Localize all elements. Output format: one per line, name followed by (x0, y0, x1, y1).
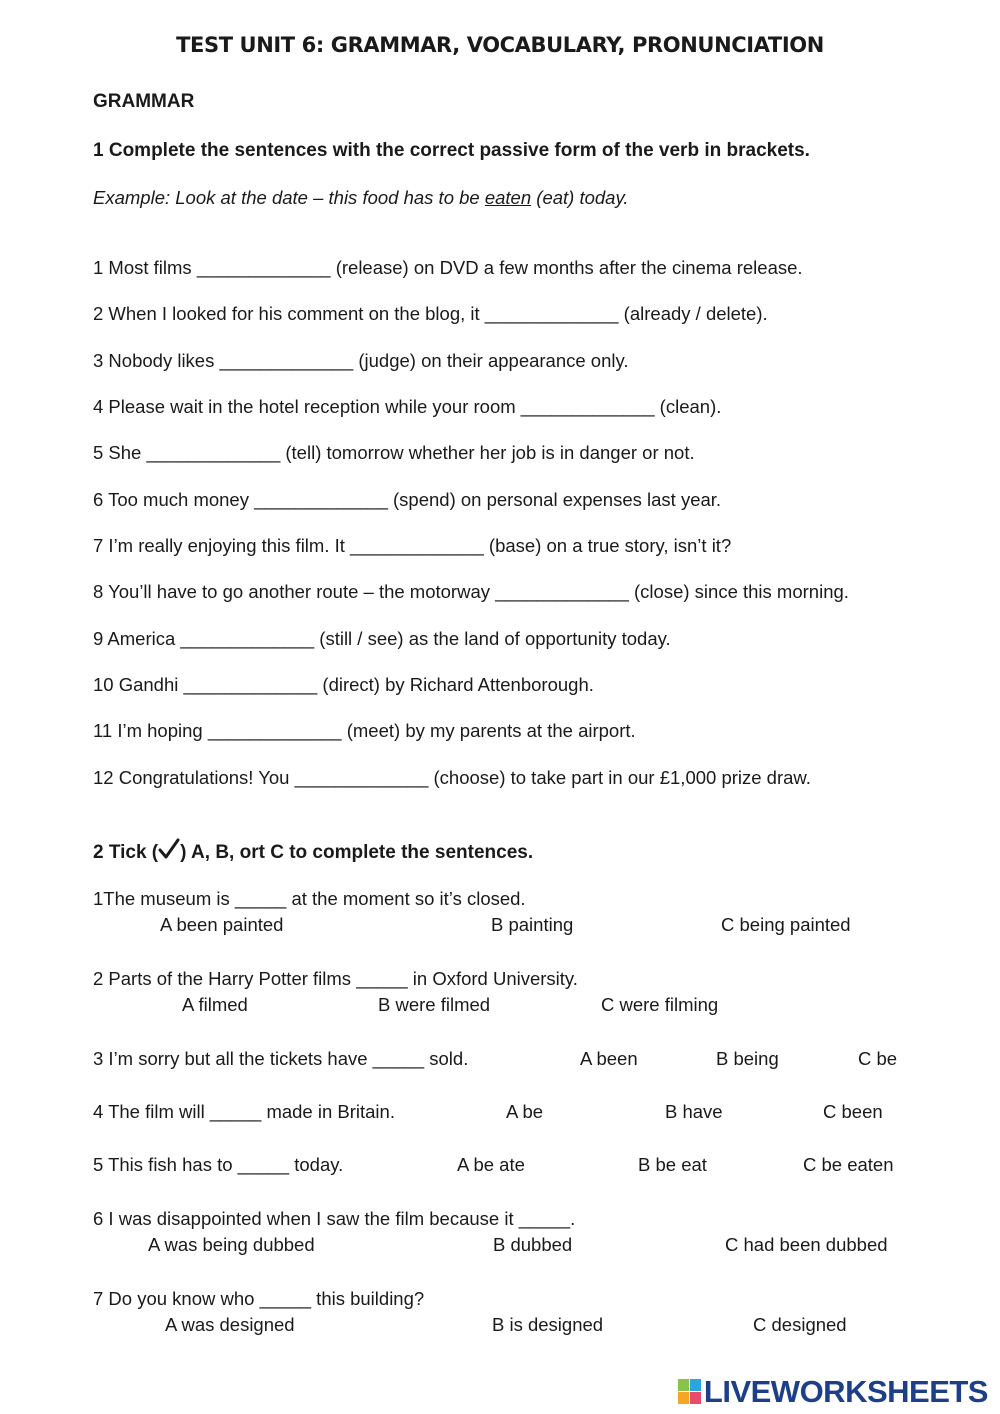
exercise-1-item: 9 America _____________ (still / see) as the land of opportunity today. (93, 628, 671, 649)
exercise-2-instruction (93, 838, 533, 866)
option-a[interactable]: A been painted (160, 914, 284, 935)
instruction-text-before: 2 Tick ( (93, 842, 159, 863)
exercise-1-item: 1 Most films _____________ (release) on DVD a few months after the cinema release. (93, 257, 803, 278)
exercise-2-question: 6 I was disappointed when I saw the film because it _____. (93, 1208, 576, 1229)
exercise-2-question: 3 I’m sorry but all the tickets have _____ sold. (93, 1048, 469, 1069)
logo-square (690, 1392, 701, 1404)
worksheet-title: TEST UNIT 6: GRAMMAR, VOCABULARY, PRONUNCIATION (176, 33, 824, 57)
exercise-1-instruction: 1 Complete the sentences with the correct passive form of the verb in brackets. (93, 140, 810, 161)
option-a[interactable]: A been (580, 1048, 638, 1069)
option-a[interactable]: A be (506, 1101, 544, 1122)
exercise-1-item: 11 I’m hoping _____________ (meet) by my parents at the airport. (93, 720, 636, 741)
option-b[interactable]: B have (665, 1101, 723, 1122)
exercise-1-item: 10 Gandhi _____________ (direct) by Richard Attenborough. (93, 674, 594, 695)
option-a[interactable]: A filmed (182, 994, 248, 1015)
liveworksheets-logo-icon (678, 1379, 702, 1405)
option-a[interactable]: A be ate (457, 1154, 525, 1175)
example-text-before: Example: Look at the date – this food has to be (93, 187, 485, 208)
exercise-1-item: 8 You’ll have to go another route – the motorway _____________ (close) since this morning. (93, 581, 849, 602)
option-b[interactable]: B dubbed (493, 1234, 573, 1255)
option-a[interactable]: A was being dubbed (148, 1234, 315, 1255)
option-c[interactable]: C were filming (601, 994, 719, 1015)
exercise-1-item: 3 Nobody likes _____________ (judge) on their appearance only. (93, 350, 629, 371)
exercise-2-question: 5 This fish has to _____ today. (93, 1154, 344, 1175)
exercise-2-question: 4 The film will _____ made in Britain. (93, 1101, 395, 1122)
exercise-1-item: 4 Please wait in the hotel reception while your room _____________ (clean). (93, 396, 722, 417)
exercise-1-item: 7 I’m really enjoying this film. It _____________ (base) on a true story, isn’t it? (93, 535, 732, 556)
option-c[interactable]: C be eaten (803, 1154, 894, 1175)
checkmark-icon (158, 838, 180, 866)
option-c[interactable]: C had been dubbed (725, 1234, 888, 1255)
option-b[interactable]: B painting (491, 914, 574, 935)
logo-text: LIVEWORKSHEETS (703, 1374, 988, 1409)
exercise-1-item: 2 When I looked for his comment on the blog, it _____________ (already / delete). (93, 303, 768, 324)
option-c[interactable]: C being painted (721, 914, 851, 935)
option-a[interactable]: A was designed (165, 1314, 295, 1335)
exercise-1-item: 12 Congratulations! You _____________ (choose) to take part in our £1,000 prize draw. (93, 767, 811, 788)
option-b[interactable]: B be eat (638, 1154, 707, 1175)
exercise-2-question: 2 Parts of the Harry Potter films _____ in Oxford University. (93, 968, 578, 989)
exercise-1-item: 5 She _____________ (tell) tomorrow whether her job is in danger or not. (93, 442, 695, 463)
logo-square (678, 1392, 689, 1404)
exercise-1-example (93, 187, 628, 209)
option-c[interactable]: C be (858, 1048, 898, 1069)
instruction-text-after: ) A, B, ort C to complete the sentences. (180, 842, 534, 863)
exercise-1-item: 6 Too much money _____________ (spend) on personal expenses last year. (93, 489, 722, 510)
option-b[interactable]: B being (716, 1048, 779, 1069)
option-c[interactable]: C designed (753, 1314, 847, 1335)
logo-square (678, 1379, 689, 1391)
example-answer: eaten (484, 187, 532, 208)
option-c[interactable]: C been (823, 1101, 883, 1122)
section-heading-grammar: GRAMMAR (93, 91, 195, 112)
logo-square (690, 1379, 701, 1391)
exercise-2-question: 7 Do you know who _____ this building? (93, 1288, 425, 1309)
liveworksheets-logo[interactable] (678, 1374, 988, 1410)
option-b[interactable]: B were filmed (378, 994, 491, 1015)
example-text-after: (eat) today. (531, 187, 629, 208)
option-b[interactable]: B is designed (492, 1314, 604, 1335)
exercise-2-question: 1The museum is _____ at the moment so it’s closed. (93, 888, 526, 909)
